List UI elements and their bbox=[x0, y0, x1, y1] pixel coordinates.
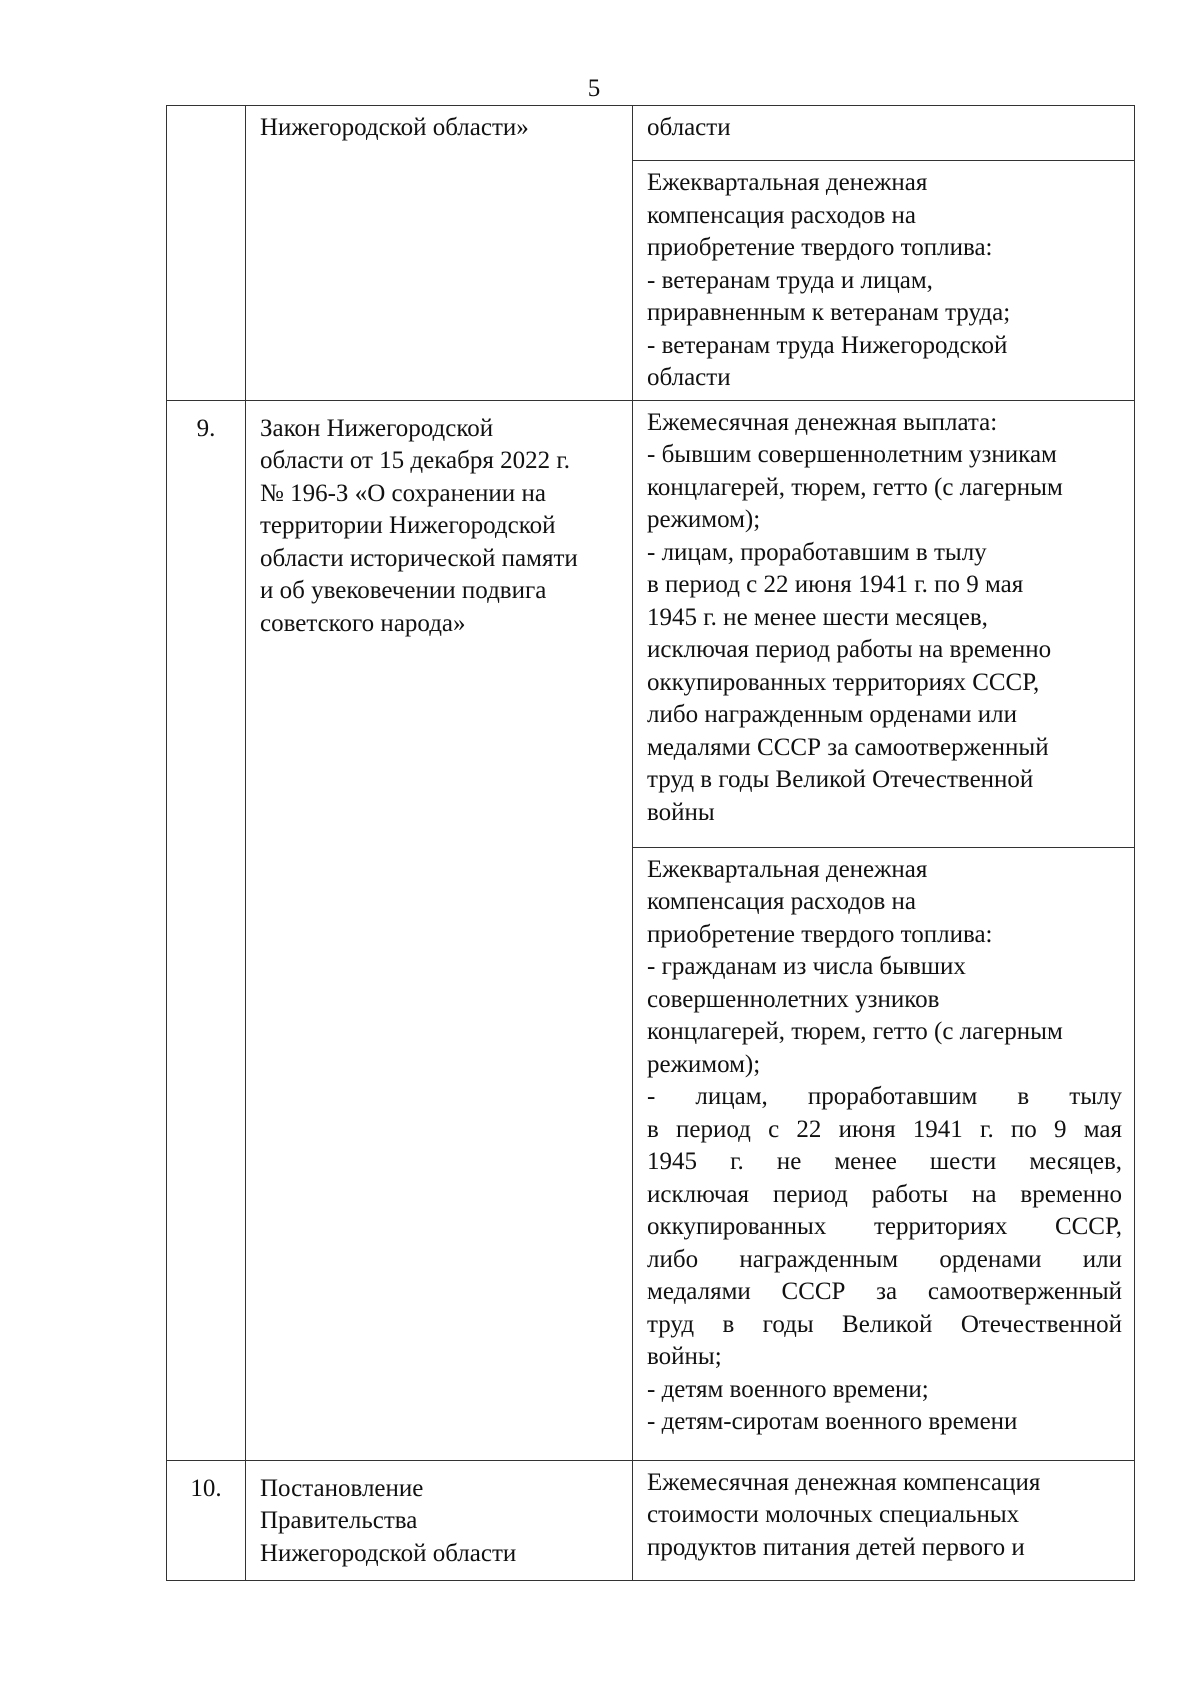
benefit-line: оккупированных территориях СССР, bbox=[647, 668, 1040, 696]
benefit-cell bbox=[633, 847, 1135, 1460]
law-line: области исторической памяти bbox=[260, 544, 578, 572]
benefit-line: режимом); bbox=[647, 506, 761, 533]
benefit-line: либо награжденным орденами или bbox=[647, 1245, 1122, 1273]
benefit-line: концлагерей, тюрем, гетто (с лагерным bbox=[647, 473, 1063, 501]
page-number: 5 bbox=[587, 75, 601, 102]
law-cell bbox=[246, 1460, 633, 1580]
benefit-line: - ветеранам труда и лицам, bbox=[647, 266, 933, 294]
benefit-cell bbox=[633, 161, 1135, 401]
benefit-line: - лицам, проработавшим в тылу bbox=[647, 1083, 1122, 1110]
table-row bbox=[167, 106, 1135, 161]
row-number-cell: 9. bbox=[167, 400, 246, 1460]
benefit-line: Ежемесячная денежная компенсация bbox=[647, 1468, 1041, 1496]
benefit-line: области bbox=[647, 364, 731, 391]
benefit-line: - детям военного времени; bbox=[647, 1375, 929, 1403]
row-number-cell bbox=[167, 106, 246, 401]
benefit-line: Ежемесячная денежная выплата: bbox=[647, 408, 998, 436]
benefit-line: совершеннолетних узников bbox=[647, 985, 940, 1013]
benefit-line: войны; bbox=[647, 1343, 722, 1370]
benefit-line: продуктов питания детей первого и bbox=[647, 1533, 1025, 1561]
law-line: области от 15 декабря 2022 г. bbox=[260, 447, 570, 474]
table-row bbox=[167, 1460, 1135, 1580]
benefit-line: медалями СССР за самоотверженный bbox=[647, 1278, 1122, 1305]
benefit-line: в период с 22 июня 1941 г. по 9 мая bbox=[647, 571, 1024, 598]
benefit-line: компенсация расходов на bbox=[647, 201, 917, 229]
law-line: Закон Нижегородской bbox=[260, 414, 494, 442]
benefit-line: - бывшим совершеннолетним узникам bbox=[647, 441, 1057, 468]
benefit-line: режимом); bbox=[647, 1050, 761, 1078]
law-cell bbox=[246, 400, 633, 1460]
benefit-line: труд в годы Великой Отечественной bbox=[647, 1310, 1122, 1338]
benefit-line: приобретение твердого топлива: bbox=[647, 920, 993, 948]
benefit-line: оккупированных территориях СССР, bbox=[647, 1213, 1122, 1240]
law-line: Нижегородской области bbox=[260, 1539, 517, 1567]
benefit-line: - лицам, проработавшим в тылу bbox=[647, 538, 987, 566]
benefit-line: области bbox=[647, 114, 731, 141]
benefit-line: приобретение твердого топлива: bbox=[647, 234, 993, 261]
law-line: Постановление bbox=[260, 1474, 424, 1502]
benefit-line: либо награжденным орденами или bbox=[647, 701, 1018, 728]
law-line: территории Нижегородской bbox=[260, 512, 556, 539]
benefit-line: в период с 22 июня 1941 г. по 9 мая bbox=[647, 1115, 1122, 1143]
law-cell bbox=[246, 106, 633, 401]
benefits-table bbox=[166, 105, 1135, 1581]
benefit-line: Ежеквартальная денежная bbox=[647, 169, 928, 196]
benefit-line: компенсация расходов на bbox=[647, 888, 917, 915]
benefit-line: приравненным к ветеранам труда; bbox=[647, 299, 1011, 326]
benefit-line: стоимости молочных специальных bbox=[647, 1501, 1020, 1528]
benefit-cell bbox=[633, 1460, 1135, 1580]
benefit-line: труд в годы Великой Отечественной bbox=[647, 766, 1034, 793]
table-row bbox=[167, 400, 1135, 847]
benefit-cell bbox=[633, 106, 1135, 161]
law-line: и об увековечении подвига bbox=[260, 577, 547, 604]
benefit-line: медалями СССР за самоотверженный bbox=[647, 733, 1049, 761]
benefit-line: - детям-сиротам военного времени bbox=[647, 1408, 1018, 1435]
benefit-line: 1945 г. не менее шести месяцев, bbox=[647, 603, 988, 631]
law-line: № 196-З «О сохранении на bbox=[260, 479, 546, 507]
benefit-line: 1945 г. не менее шести месяцев, bbox=[647, 1148, 1122, 1175]
benefit-cell bbox=[633, 400, 1135, 847]
law-line: советского народа» bbox=[260, 609, 466, 637]
benefit-line: концлагерей, тюрем, гетто (с лагерным bbox=[647, 1018, 1063, 1045]
law-line: Нижегородской области» bbox=[260, 114, 529, 141]
benefit-line: исключая период работы на временно bbox=[647, 636, 1052, 663]
benefit-line: - гражданам из числа бывших bbox=[647, 953, 966, 980]
benefit-line: - ветеранам труда Нижегородской bbox=[647, 331, 1008, 359]
benefit-line: исключая период работы на временно bbox=[647, 1180, 1122, 1208]
row-number-cell: 10. bbox=[167, 1460, 246, 1580]
benefit-line: Ежеквартальная денежная bbox=[647, 855, 928, 883]
benefit-line: войны bbox=[647, 798, 715, 826]
law-line: Правительства bbox=[260, 1507, 418, 1534]
